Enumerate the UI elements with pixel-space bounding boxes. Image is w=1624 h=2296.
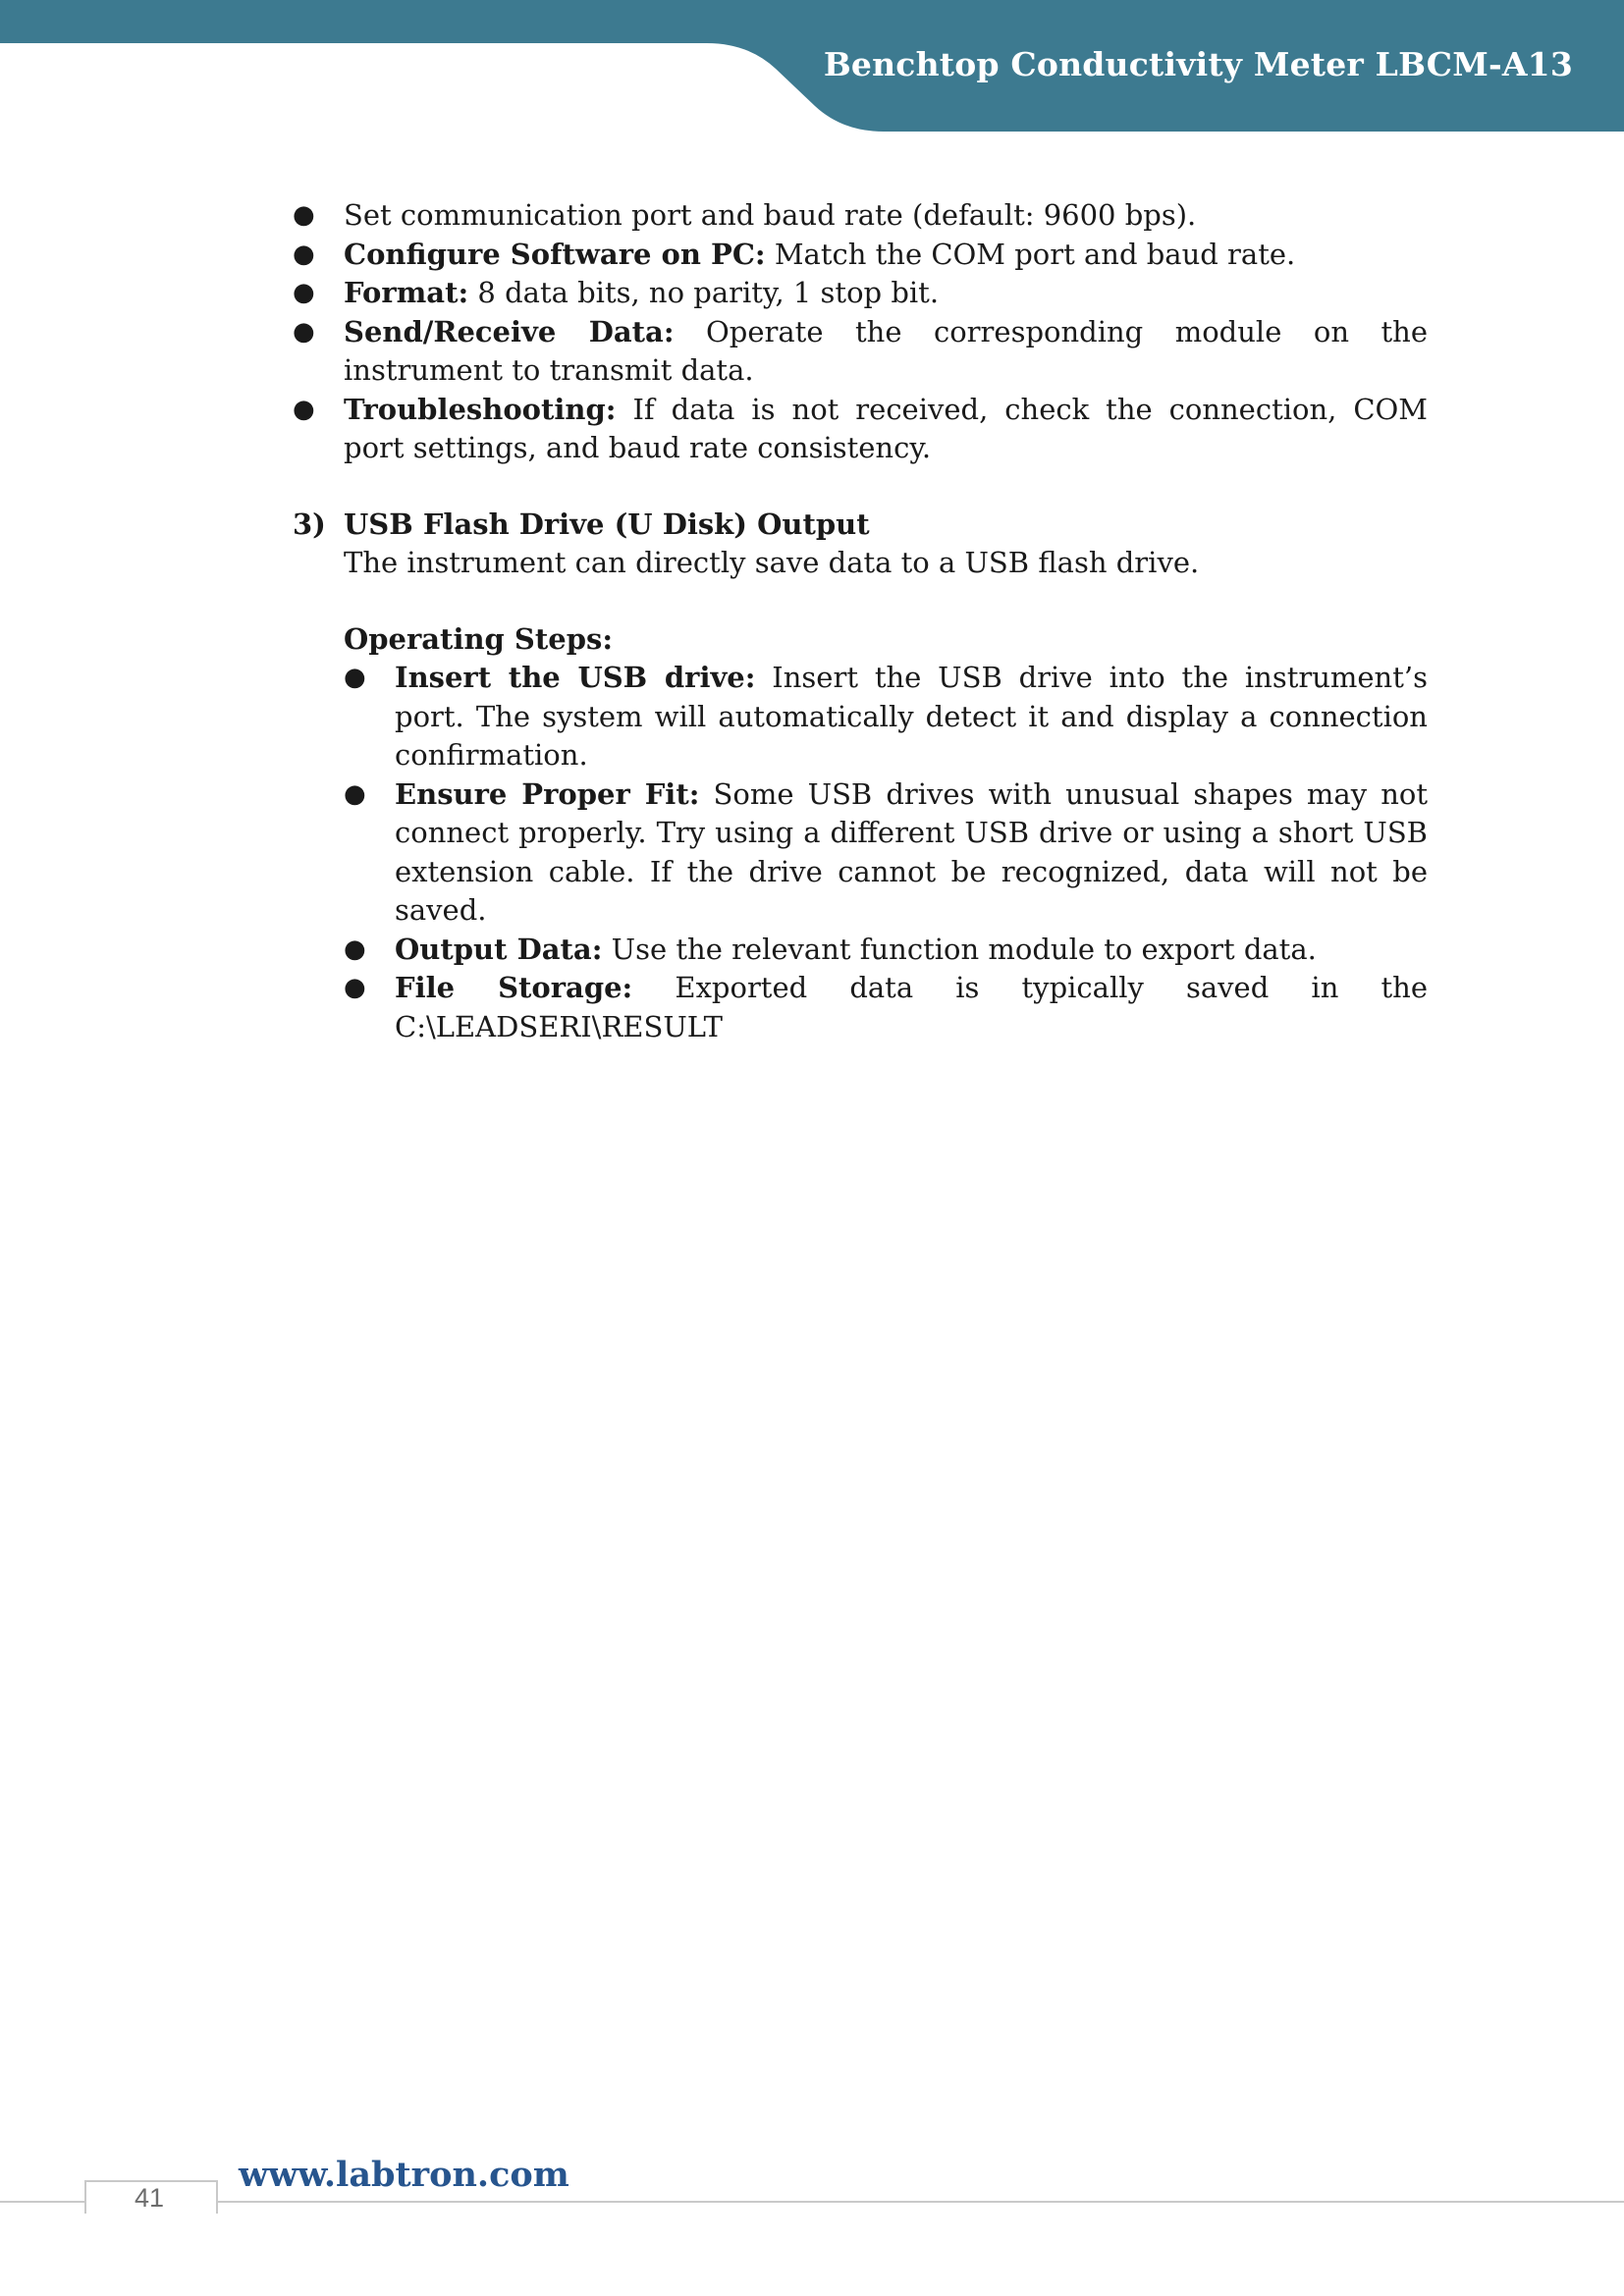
list-item bbox=[293, 236, 1428, 275]
item-text: 8 data bits, no parity, 1 stop bit. bbox=[468, 276, 940, 309]
section-usb-output bbox=[293, 506, 1428, 1047]
list-item bbox=[293, 196, 1428, 236]
item-text: Insert the USB drive into the instrument’s port. The system will automatically detect it and display a connection confirmation. bbox=[395, 661, 1428, 772]
item-label: Ensure Proper Fit: bbox=[395, 776, 700, 811]
item-label: Format: bbox=[344, 276, 469, 309]
page-number: 41 bbox=[134, 2183, 165, 2213]
item-label: Configure Software on PC: bbox=[344, 237, 766, 271]
item-label: Insert the USB drive: bbox=[395, 661, 756, 694]
bullet-icon: ● bbox=[293, 278, 315, 307]
bullet-icon: ● bbox=[293, 200, 315, 230]
bullet-icon: ● bbox=[344, 663, 366, 692]
section-number: 3) bbox=[293, 507, 326, 541]
list-item bbox=[293, 274, 1428, 313]
list-item bbox=[293, 391, 1428, 468]
item-text: Exported data is typically saved in the C:\LEADSERI\RESULT bbox=[395, 971, 1428, 1043]
header-title: Benchtop Conductivity Meter LBCM-A13 bbox=[823, 45, 1573, 83]
item-label: Troubleshooting: bbox=[344, 392, 617, 426]
list-item bbox=[293, 313, 1428, 391]
bullet-icon: ● bbox=[293, 239, 315, 269]
list-item bbox=[344, 659, 1428, 775]
bullet-icon: ● bbox=[344, 973, 366, 1002]
item-text: Some USB drives with unusual shapes may not connect properly. Try using a different USB drive or using a short USB extension cable. If the drive cannot be recognized, data will not be saved. bbox=[395, 776, 1428, 927]
section-heading: USB Flash Drive (U Disk) Output bbox=[344, 507, 870, 541]
item-label: Send/Receive Data: bbox=[344, 314, 675, 348]
list-item bbox=[344, 969, 1428, 1046]
steps-list bbox=[344, 659, 1428, 1046]
bullet-icon: ● bbox=[344, 778, 366, 809]
item-text: Use the relevant function module to export data. bbox=[602, 932, 1317, 966]
footer-divider bbox=[0, 2201, 1624, 2203]
item-label: Output Data: bbox=[395, 932, 603, 966]
bullet-icon: ● bbox=[293, 316, 315, 347]
bullet-icon: ● bbox=[293, 394, 315, 424]
item-text: Operate the corresponding module on the instrument to transmit data. bbox=[344, 314, 1428, 387]
section-intro: The instrument can directly save data to a USB flash drive. bbox=[344, 546, 1200, 579]
item-text: Match the COM port and baud rate. bbox=[765, 237, 1296, 271]
page-content bbox=[293, 196, 1428, 1046]
settings-list bbox=[293, 196, 1428, 468]
steps-heading: Operating Steps: bbox=[344, 621, 614, 656]
item-text: If data is not received, check the connection, COM port settings, and baud rate consistency. bbox=[344, 392, 1428, 464]
list-item bbox=[344, 931, 1428, 970]
list-item bbox=[344, 775, 1428, 931]
bullet-icon: ● bbox=[344, 934, 366, 964]
footer-url-link[interactable]: www.labtron.com bbox=[239, 2155, 569, 2195]
item-text: Set communication port and baud rate (default: 9600 bps). bbox=[344, 198, 1197, 232]
item-label: File Storage: bbox=[395, 971, 633, 1004]
